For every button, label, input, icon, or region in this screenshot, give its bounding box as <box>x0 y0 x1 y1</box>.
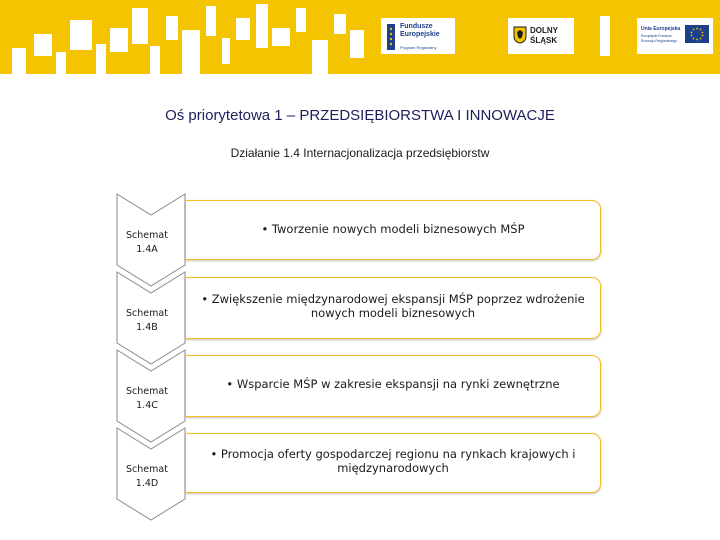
fundusze-star-mark-icon <box>385 24 397 50</box>
decor-square <box>182 30 200 74</box>
scheme-chevron-1-4d <box>115 427 187 522</box>
scheme-label: Schemat <box>126 308 168 319</box>
fundusze-name-line2: Europejskie <box>400 31 440 38</box>
fundusze-europejskie-logo <box>381 18 455 54</box>
decor-square <box>96 44 106 74</box>
decor-square <box>222 38 230 64</box>
decor-square <box>600 16 610 56</box>
scheme-description-box <box>186 200 601 260</box>
header-banner <box>0 0 720 74</box>
scheme-description-box <box>186 433 601 493</box>
scheme-label: Schemat <box>126 230 168 241</box>
decor-square <box>272 28 290 46</box>
page-subtitle: Działanie 1.4 Internacjonalizacja przedsiębiorstw <box>230 146 490 160</box>
scheme-description-box <box>186 355 601 417</box>
decor-square <box>334 14 346 34</box>
scheme-code: 1.4B <box>136 322 158 333</box>
decor-square <box>312 40 328 74</box>
dolny-slask-logo <box>508 18 574 54</box>
decor-square <box>70 20 92 50</box>
decor-square <box>206 6 216 36</box>
decor-square <box>110 28 128 52</box>
decor-square <box>34 34 52 56</box>
scheme-label: Schemat <box>126 464 168 475</box>
decor-square <box>56 52 66 74</box>
scheme-bullet: • Tworzenie nowych modeli biznesowych MŚP <box>261 222 525 236</box>
coat-of-arms-icon <box>513 26 527 44</box>
scheme-code: 1.4D <box>135 478 159 489</box>
page-title: Oś priorytetowa 1 – PRZEDSIĘBIORSTWA I INNOWACJE <box>165 107 555 124</box>
scheme-bullet: • Wsparcie MŚP w zakresie ekspansji na rynki zewnętrzne <box>226 377 560 391</box>
scheme-label: Schemat <box>126 386 168 397</box>
decor-square <box>150 46 160 74</box>
scheme-description-box <box>186 277 601 339</box>
unia-line2: Europejski Fundusz Rozwoju Regionalnego <box>641 34 677 43</box>
decor-square <box>166 16 178 40</box>
scheme-bullet: • Promocja oferty gospodarczej regionu na rynkach krajowych i międzynarodowych <box>210 447 576 475</box>
scheme-code: 1.4A <box>136 244 158 255</box>
dolny-slask-line1: DOLNY <box>530 26 558 35</box>
fundusze-name-line1: Fundusze <box>400 23 433 30</box>
unia-europejska-logo <box>637 18 713 54</box>
scheme-bullet: • Zwiększenie międzynarodowej ekspansji MŚP poprzez wdrożenie nowych modeli biznesowych <box>201 292 585 320</box>
decor-square <box>132 8 148 44</box>
eu-flag-icon <box>685 25 709 43</box>
dolny-slask-line2: ŚLĄSK <box>530 36 558 45</box>
unia-line1: Unia Europejska <box>641 26 681 32</box>
decor-square <box>350 30 364 58</box>
decor-square <box>236 18 250 40</box>
decor-square <box>296 8 306 32</box>
decor-square <box>12 48 26 74</box>
decor-square <box>256 4 268 48</box>
scheme-code: 1.4C <box>136 400 158 411</box>
fundusze-subline: Program Regionalny <box>400 45 437 50</box>
